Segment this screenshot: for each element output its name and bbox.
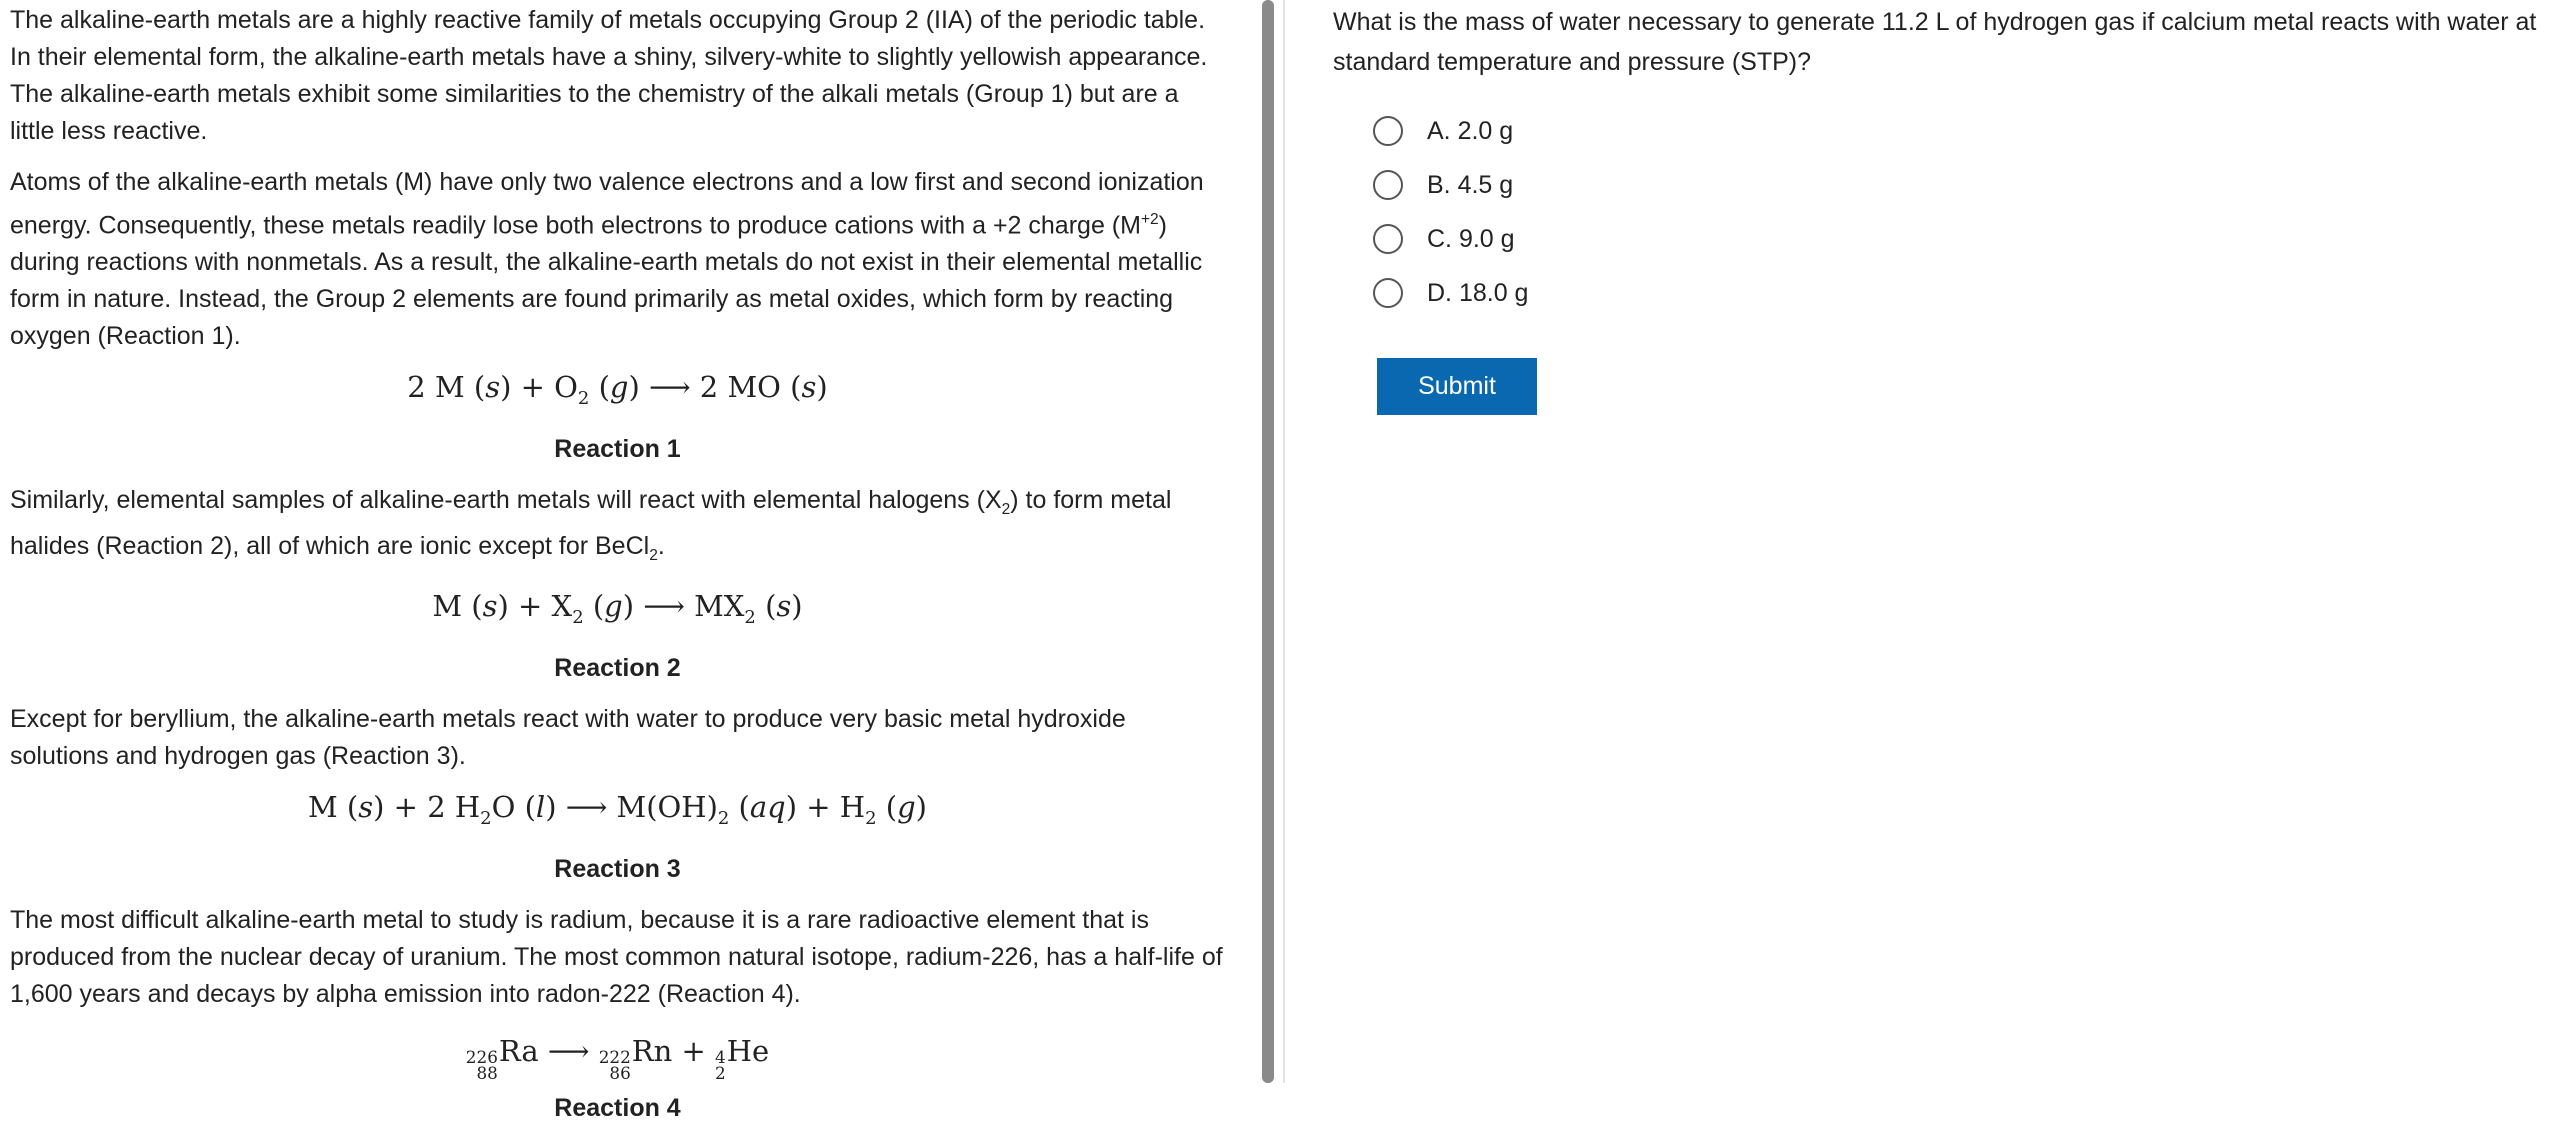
radio-icon[interactable] <box>1373 170 1403 200</box>
charge-superscript: +2 <box>1140 211 1159 228</box>
passage-scrollbar-thumb[interactable] <box>1262 0 1274 1083</box>
passage-paragraph-3 <box>10 482 1225 574</box>
reaction-4-equation: 226 88 Ra ⟶ 222 86 Rn + 4 2 He <box>465 1033 770 1084</box>
reaction-3-equation: M (s) + 2 $H_2O$ (l) ⟶ $M(OH)_2$ $(aq) + H_2$ (g) <box>308 789 927 829</box>
choice-c[interactable] <box>1373 212 2563 266</box>
radio-icon[interactable] <box>1373 116 1403 146</box>
p2-text-a: Atoms of the alkaline-earth metals (M) have only two valence electrons and a low first and second ionization energy. Consequently, these metals readily lose both electrons to produce cations with a +2 charge (M <box>10 168 1204 240</box>
p3-subscript-2: 2 <box>649 547 658 565</box>
reaction-4-caption: Reaction 4 <box>554 1094 681 1123</box>
choice-d-label: D. 18.0 g <box>1427 279 1529 307</box>
passage-scrollbar-track[interactable] <box>1262 0 1274 1083</box>
reaction-2-caption: Reaction 2 <box>554 653 681 682</box>
answer-choices <box>1333 104 2563 320</box>
p2-text-b: ) during reactions with nonmetals. As a result, the alkaline-earth metals do not exist in their elemental metallic form in nature. Instead, the Group 2 elements are found primarily as metal oxides, which form by reacting oxygen (Reaction 1). <box>10 211 1203 351</box>
p3-text-c: . <box>657 532 665 561</box>
reaction-3-caption: Reaction 3 <box>554 854 681 883</box>
passage-paragraph-1: The alkaline-earth metals are a highly reactive family of metals occupying Group 2 (IIA) of the periodic table. In their elemental form, the alkaline-earth metals have a shiny, silvery-white to slightly yellowish appearance. The alkaline-earth metals exhibit some similarities to the chemistry of the alkali metals (Group 1) but are a little less reactive. <box>10 6 1208 145</box>
choice-a[interactable] <box>1373 104 2563 158</box>
p3-subscript-1: 2 <box>1001 501 1011 519</box>
question-text: What is the mass of water necessary to generate 11.2 L of hydrogen gas if calcium metal reacts with water at standard temperature and pressure (STP)? <box>1333 8 2537 76</box>
passage-paragraph-2 <box>10 164 1225 355</box>
submit-button[interactable]: Submit <box>1377 358 1537 415</box>
panel-divider <box>1283 0 1285 1083</box>
reaction-1-caption: Reaction 1 <box>554 435 681 464</box>
choice-c-label: C. 9.0 g <box>1427 225 1515 253</box>
reaction-1-equation: 2 M $(s) + O_2$ (g) ⟶ 2 MO (s) <box>407 370 828 410</box>
radio-icon[interactable] <box>1373 224 1403 254</box>
p3-text-a: Similarly, elemental samples of alkaline-earth metals will react with elemental halogens (X <box>10 486 1002 515</box>
question-panel <box>1333 0 2563 400</box>
choice-b[interactable] <box>1373 158 2563 212</box>
passage-paragraph-4: Except for beryllium, the alkaline-earth metals react with water to produce very basic metal hydroxide solutions and hydrogen gas (Reaction 3). <box>10 704 1126 770</box>
passage-paragraph-5: The most difficult alkaline-earth metal to study is radium, because it is a rare radioactive element that is produced from the nuclear decay of uranium. The most common natural isotope, radium-226, has a half-life of 1,600 years and decays by alpha emission into radon-222 (Reaction 4). <box>10 905 1223 1008</box>
reaction-2-equation: M $(s) + X_2$ (g) ⟶ $MX_2$ (s) <box>432 589 803 628</box>
choice-d[interactable] <box>1373 266 2563 320</box>
choice-a-label: A. 2.0 g <box>1427 117 1514 145</box>
passage-panel <box>10 0 1225 1123</box>
radio-icon[interactable] <box>1373 278 1403 308</box>
p3-text-b: ) to form metal halides (Reaction 2), all of which are ionic except for BeCl <box>10 486 1172 561</box>
choice-b-label: B. 4.5 g <box>1427 171 1514 199</box>
